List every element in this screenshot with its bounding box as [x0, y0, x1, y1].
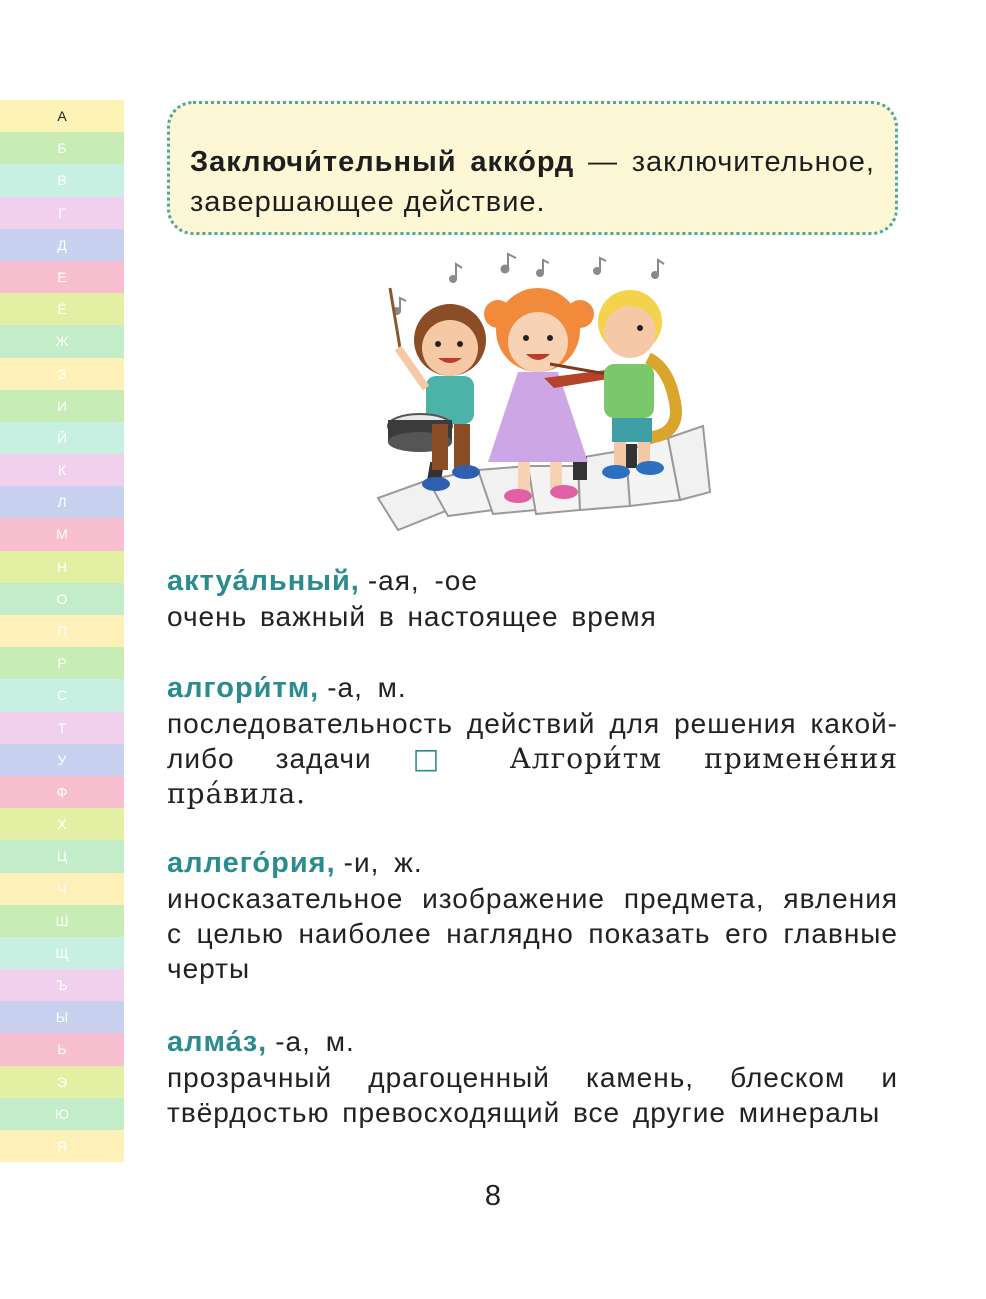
definition-box: [167, 101, 898, 235]
entry-meaning: [167, 706, 898, 811]
dictionary-entry: [167, 845, 898, 986]
alphabet-tab-24[interactable]: Ц: [0, 840, 124, 872]
alphabet-tab-5[interactable]: Д: [0, 229, 124, 261]
boy-drummer: [388, 288, 486, 491]
entry-meaning-text: последовательность действий для решения какой-либо задачи: [167, 708, 898, 774]
alphabet-tab-12[interactable]: К: [0, 454, 124, 486]
alphabet-tab-1[interactable]: А: [0, 100, 124, 132]
entry-meaning: очень важный в настоящее время: [167, 601, 657, 632]
alphabet-tab-30[interactable]: Ь: [0, 1033, 124, 1065]
alphabet-tab-17[interactable]: П: [0, 615, 124, 647]
alphabet-tab-27[interactable]: Щ: [0, 937, 124, 969]
entry-grammar: -а, м.: [327, 672, 407, 703]
alphabet-tab-9[interactable]: З: [0, 358, 124, 390]
entry-meaning: иносказательное изображение предмета, явления с целью наиболее наглядно показать его главные черты: [167, 883, 898, 984]
alphabet-index: [0, 100, 124, 1162]
entry-word: аллего́рия,: [167, 847, 336, 879]
alphabet-tab-21[interactable]: У: [0, 744, 124, 776]
alphabet-tab-25[interactable]: Ч: [0, 873, 124, 905]
alphabet-tab-15[interactable]: Н: [0, 551, 124, 583]
alphabet-tab-8[interactable]: Ж: [0, 325, 124, 357]
example-square-icon: □: [412, 742, 469, 775]
alphabet-tab-7[interactable]: Ё: [0, 293, 124, 325]
entry-headline: [167, 563, 898, 599]
alphabet-tab-4[interactable]: Г: [0, 197, 124, 229]
children-orchestra-illustration: [368, 248, 714, 538]
alphabet-tab-26[interactable]: Ш: [0, 905, 124, 937]
alphabet-tab-32[interactable]: Ю: [0, 1098, 124, 1130]
entry-headline: [167, 670, 898, 706]
entry-example: Алгори́тм примене́ния пра́вила.: [167, 742, 898, 810]
alphabet-tab-10[interactable]: И: [0, 390, 124, 422]
alphabet-tab-14[interactable]: М: [0, 518, 124, 550]
definition-dash: —: [574, 146, 632, 178]
alphabet-tab-23[interactable]: Х: [0, 808, 124, 840]
alphabet-tab-29[interactable]: Ы: [0, 1001, 124, 1033]
entry-headline: [167, 1024, 898, 1060]
definition-term: Заключи́тельный акко́рд: [190, 146, 575, 178]
alphabet-tab-33[interactable]: Я: [0, 1130, 124, 1162]
alphabet-tab-11[interactable]: Й: [0, 422, 124, 454]
alphabet-tab-19[interactable]: С: [0, 679, 124, 711]
definition-text: заключительное, завершающее действие.: [190, 146, 875, 218]
page-number: 8: [484, 1180, 502, 1212]
dictionary-entry: [167, 1024, 898, 1130]
entry-headline: [167, 845, 898, 881]
entry-word: алгори́тм,: [167, 672, 320, 704]
alphabet-tab-13[interactable]: Л: [0, 486, 124, 518]
alphabet-tab-22[interactable]: Ф: [0, 776, 124, 808]
alphabet-tab-18[interactable]: Р: [0, 647, 124, 679]
alphabet-tab-16[interactable]: О: [0, 583, 124, 615]
entry-grammar: -а, м.: [275, 1026, 355, 1057]
dictionary-entry: [167, 670, 898, 811]
entry-word: алма́з,: [167, 1026, 268, 1058]
alphabet-tab-6[interactable]: Е: [0, 261, 124, 293]
alphabet-tab-2[interactable]: Б: [0, 132, 124, 164]
alphabet-tab-31[interactable]: Э: [0, 1066, 124, 1098]
alphabet-tab-3[interactable]: В: [0, 164, 124, 196]
alphabet-tab-28[interactable]: Ъ: [0, 969, 124, 1001]
dictionary-entry: [167, 563, 898, 634]
entry-word: актуа́льный,: [167, 565, 360, 597]
entry-meaning: прозрачный драгоценный камень, блеском и твёрдостью превосходящий все другие минералы: [167, 1062, 898, 1128]
entry-grammar: -и, ж.: [343, 847, 423, 878]
entry-grammar: -ая, -ое: [367, 565, 478, 596]
alphabet-tab-20[interactable]: Т: [0, 712, 124, 744]
